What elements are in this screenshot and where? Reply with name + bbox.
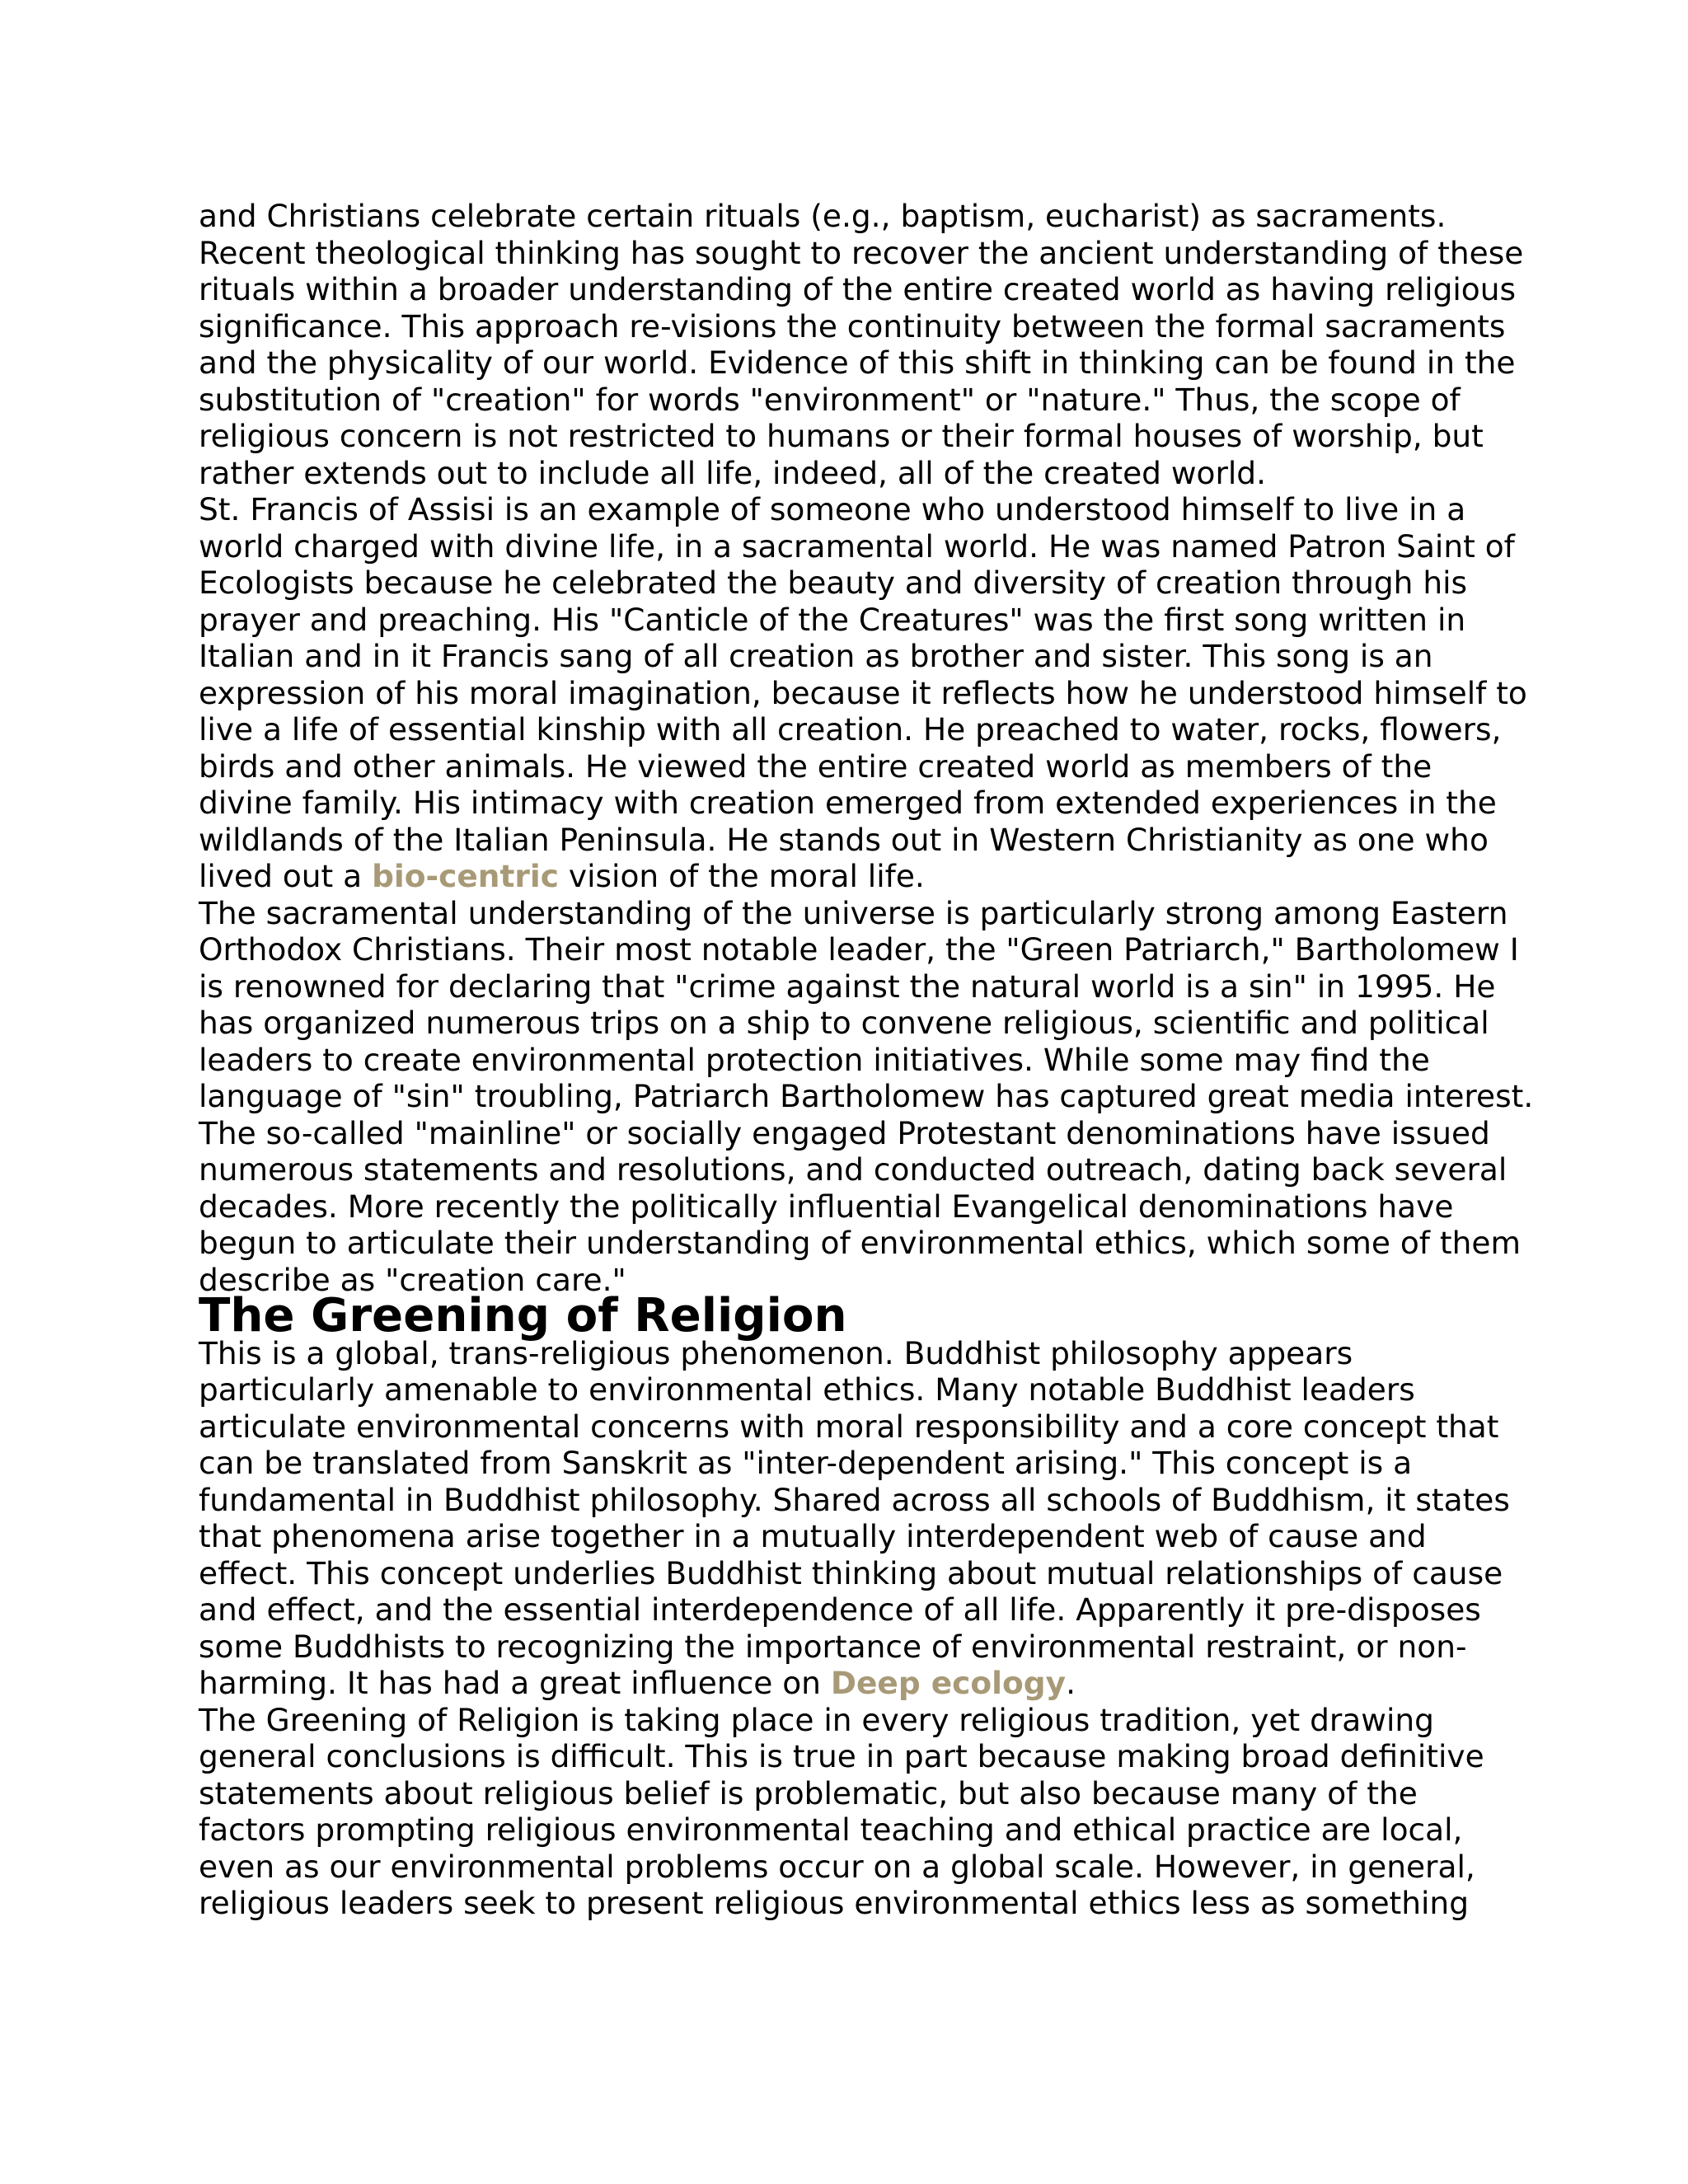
paragraph-st-francis — [199, 491, 1534, 895]
paragraph-sacraments: and Christians celebrate certain rituals (e.g., baptism, eucharist) as sacraments. Recent theological thinking has sought to recover the ancient understanding of these rituals within a broader understanding of the entire created world as having religious significance. This approach re-visions the continuity between the formal sacraments and the physicality of our world. Evidence of this shift in thinking can be found in the substitution of "creation" for words "environment" or "nature." Thus, the scope of religious concern is not restricted to humans or their formal houses of worship, but rather extends out to include all life, indeed, all of the created world. — [199, 198, 1524, 491]
deep-ecology-link[interactable]: Deep ecology — [830, 1665, 1067, 1701]
paragraph-eastern-orthodox: The sacramental understanding of the universe is particularly strong among Eastern Orthodox Christians. Their most notable leader, the "Green Patriarch," Bartholomew I is renowned for declaring that "crime against the natural world is a sin" in 1995. He has organized numerous trips on a ship to convene religious, scientific and political leaders to create environmental protection initiatives. While some may find the language of "sin" troubling, Patriarch Bartholomew has captured great media interest. The so-called "mainline" or socially engaged Protestant denominations have issued numerous statements and resolutions, and conducted outreach, dating back several decades. More recently the politically influential Evangelical denominations have begun to articulate their understanding of environmental ethics, which some of them describe as "creation care." — [199, 894, 1534, 1298]
paragraph-greening-conclusions: The Greening of Religion is taking place in every religious tradition, yet drawing general conclusions is difficult. This is true in part because making broad definitive statements about religious belief is problematic, but also because many of the factors prompting religious environmental teaching and ethical practice are local, even as our environmental problems occur on a global scale. However, in general, religious leaders seek to present religious environmental ethics less as something — [199, 1701, 1484, 1921]
paragraph-buddhist-text: This is a global, trans-religious phenomenon. Buddhist philosophy appears particularly amenable to environmental ethics. Many notable Buddhist leaders articulate environmental concerns with moral responsibility and a core concept that can be translated from Sanskrit as "inter-dependent arising." This concept is a fundamental in Buddhist philosophy. Shared across all schools of Buddhism, it states that phenomena arise together in a mutually interdependent web of cause and effect. This concept underlies Buddhist thinking about mutual relationships of cause and effect, and the essential interdependence of all life. Apparently it pre-disposes some Buddhists to recognizing the importance of environmental restraint, or non-harming. It has had a great influence on — [199, 1334, 1510, 1701]
bio-centric-link[interactable]: bio-centric — [372, 858, 559, 894]
paragraph-buddhist-text-end: . — [1066, 1665, 1076, 1701]
document-page — [199, 198, 1534, 1922]
section-heading: The Greening of Religion — [199, 1289, 847, 1343]
paragraph-st-francis-text-end: vision of the moral life. — [558, 858, 925, 894]
paragraph-buddhist — [199, 1335, 1534, 1702]
paragraph-st-francis-text: St. Francis of Assisi is an example of someone who understood himself to live in a world charged with divine life, in a sacramental world. He was named Patron Saint of Ecologists because he celebrated the beauty and diversity of creation through his prayer and preaching. His "Canticle of the Creatures" was the first song written in Italian and in it Francis sang of all creation as brother and sister. This song is an expression of his moral imagination, because it reflects how he understood himself to live a life of essential kinship with all creation. He preached to water, rocks, flowers, birds and other animals. He viewed the entire created world as members of the divine family. His intimacy with creation emerged from extended experiences in the wildlands of the Italian Peninsula. He stands out in Western Christianity as one who lived out a — [199, 491, 1527, 894]
